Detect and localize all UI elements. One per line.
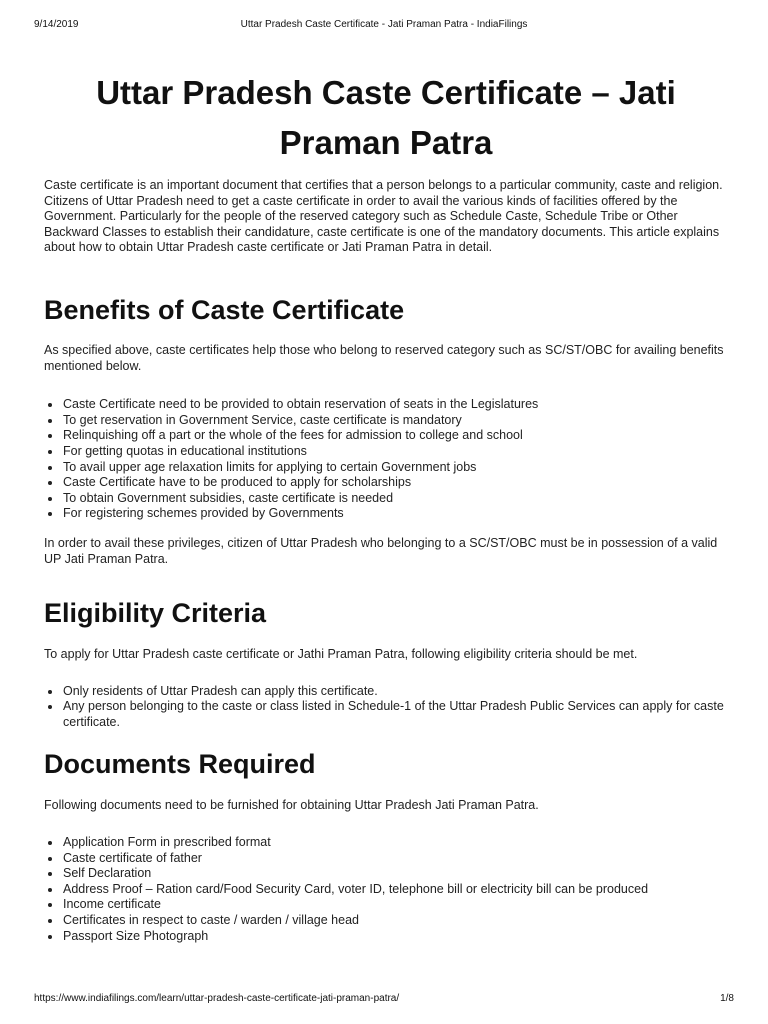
benefits-lead: As specified above, caste certificates help those who belong to reserved category such as SC/ST/OBC for availing benefits mentioned below. (44, 342, 724, 373)
list-item: Self Declaration (44, 866, 728, 882)
print-page-title: Uttar Pradesh Caste Certificate - Jati Praman Patra - IndiaFilings (240, 19, 528, 30)
list-item: Any person belonging to the caste or class listed in Schedule-1 of the Uttar Pradesh Public Services can apply for caste certificate. (44, 699, 728, 730)
page-number: 1/8 (720, 993, 734, 1004)
list-item: To obtain Government subsidies, caste certificate is needed (44, 491, 728, 507)
print-date: 9/14/2019 (34, 19, 79, 30)
list-item: Application Form in prescribed format (44, 835, 728, 851)
print-header (34, 18, 734, 32)
list-item: Relinquishing off a part or the whole of the fees for admission to college and school (44, 428, 728, 444)
article (44, 68, 728, 944)
list-item: Caste Certificate need to be provided to obtain reservation of seats in the Legislatures (44, 397, 728, 413)
list-item: Caste certificate of father (44, 851, 728, 867)
article-title: Uttar Pradesh Caste Certificate – Jati Praman Patra (96, 74, 676, 161)
list-item: Caste Certificate have to be produced to apply for scholarships (44, 475, 728, 491)
benefits-list (44, 397, 728, 522)
list-item: To avail upper age relaxation limits for applying to certain Government jobs (44, 460, 728, 476)
list-item: Address Proof – Ration card/Food Security Card, voter ID, telephone bill or electricity bill can be produced (44, 882, 728, 898)
intro-paragraph: Caste certificate is an important document that certifies that a person belongs to a particular community, caste and religion. Citizens of Uttar Pradesh need to get a caste certificate in order to avail the various kinds of facilities offered by the Government. Particularly for the people of the reserved category such as Schedule Caste, Schedule Tribe or Other Backward Classes to establish their candidature, caste certificate is one of the mandatory documents. This article explains about how to obtain Uttar Pradesh caste certificate or Jati Praman Patra in detail. (44, 178, 723, 255)
print-footer (34, 992, 734, 1006)
list-item: Certificates in respect to caste / warden / village head (44, 913, 728, 929)
print-url: https://www.indiafilings.com/learn/uttar-pradesh-caste-certificate-jati-praman-patra/ (34, 993, 400, 1004)
eligibility-heading: Eligibility Criteria (44, 598, 267, 629)
list-item: Income certificate (44, 897, 728, 913)
eligibility-list (44, 684, 728, 731)
documents-lead: Following documents need to be furnished for obtaining Uttar Pradesh Jati Praman Patra. (44, 798, 539, 813)
benefits-closing: In order to avail these privileges, citizen of Uttar Pradesh who belonging to a SC/ST/OBC must be in possession of a valid UP Jati Praman Patra. (44, 535, 718, 566)
list-item: For registering schemes provided by Governments (44, 506, 728, 522)
documents-heading: Documents Required (44, 749, 316, 780)
list-item: Passport Size Photograph (44, 929, 728, 945)
list-item: To get reservation in Government Service, caste certificate is mandatory (44, 413, 728, 429)
documents-list (44, 835, 728, 944)
benefits-heading: Benefits of Caste Certificate (44, 294, 405, 325)
list-item: For getting quotas in educational institutions (44, 444, 728, 460)
list-item: Only residents of Uttar Pradesh can apply this certificate. (44, 684, 728, 700)
eligibility-lead: To apply for Uttar Pradesh caste certificate or Jathi Praman Patra, following eligibility criteria should be met. (44, 647, 638, 662)
